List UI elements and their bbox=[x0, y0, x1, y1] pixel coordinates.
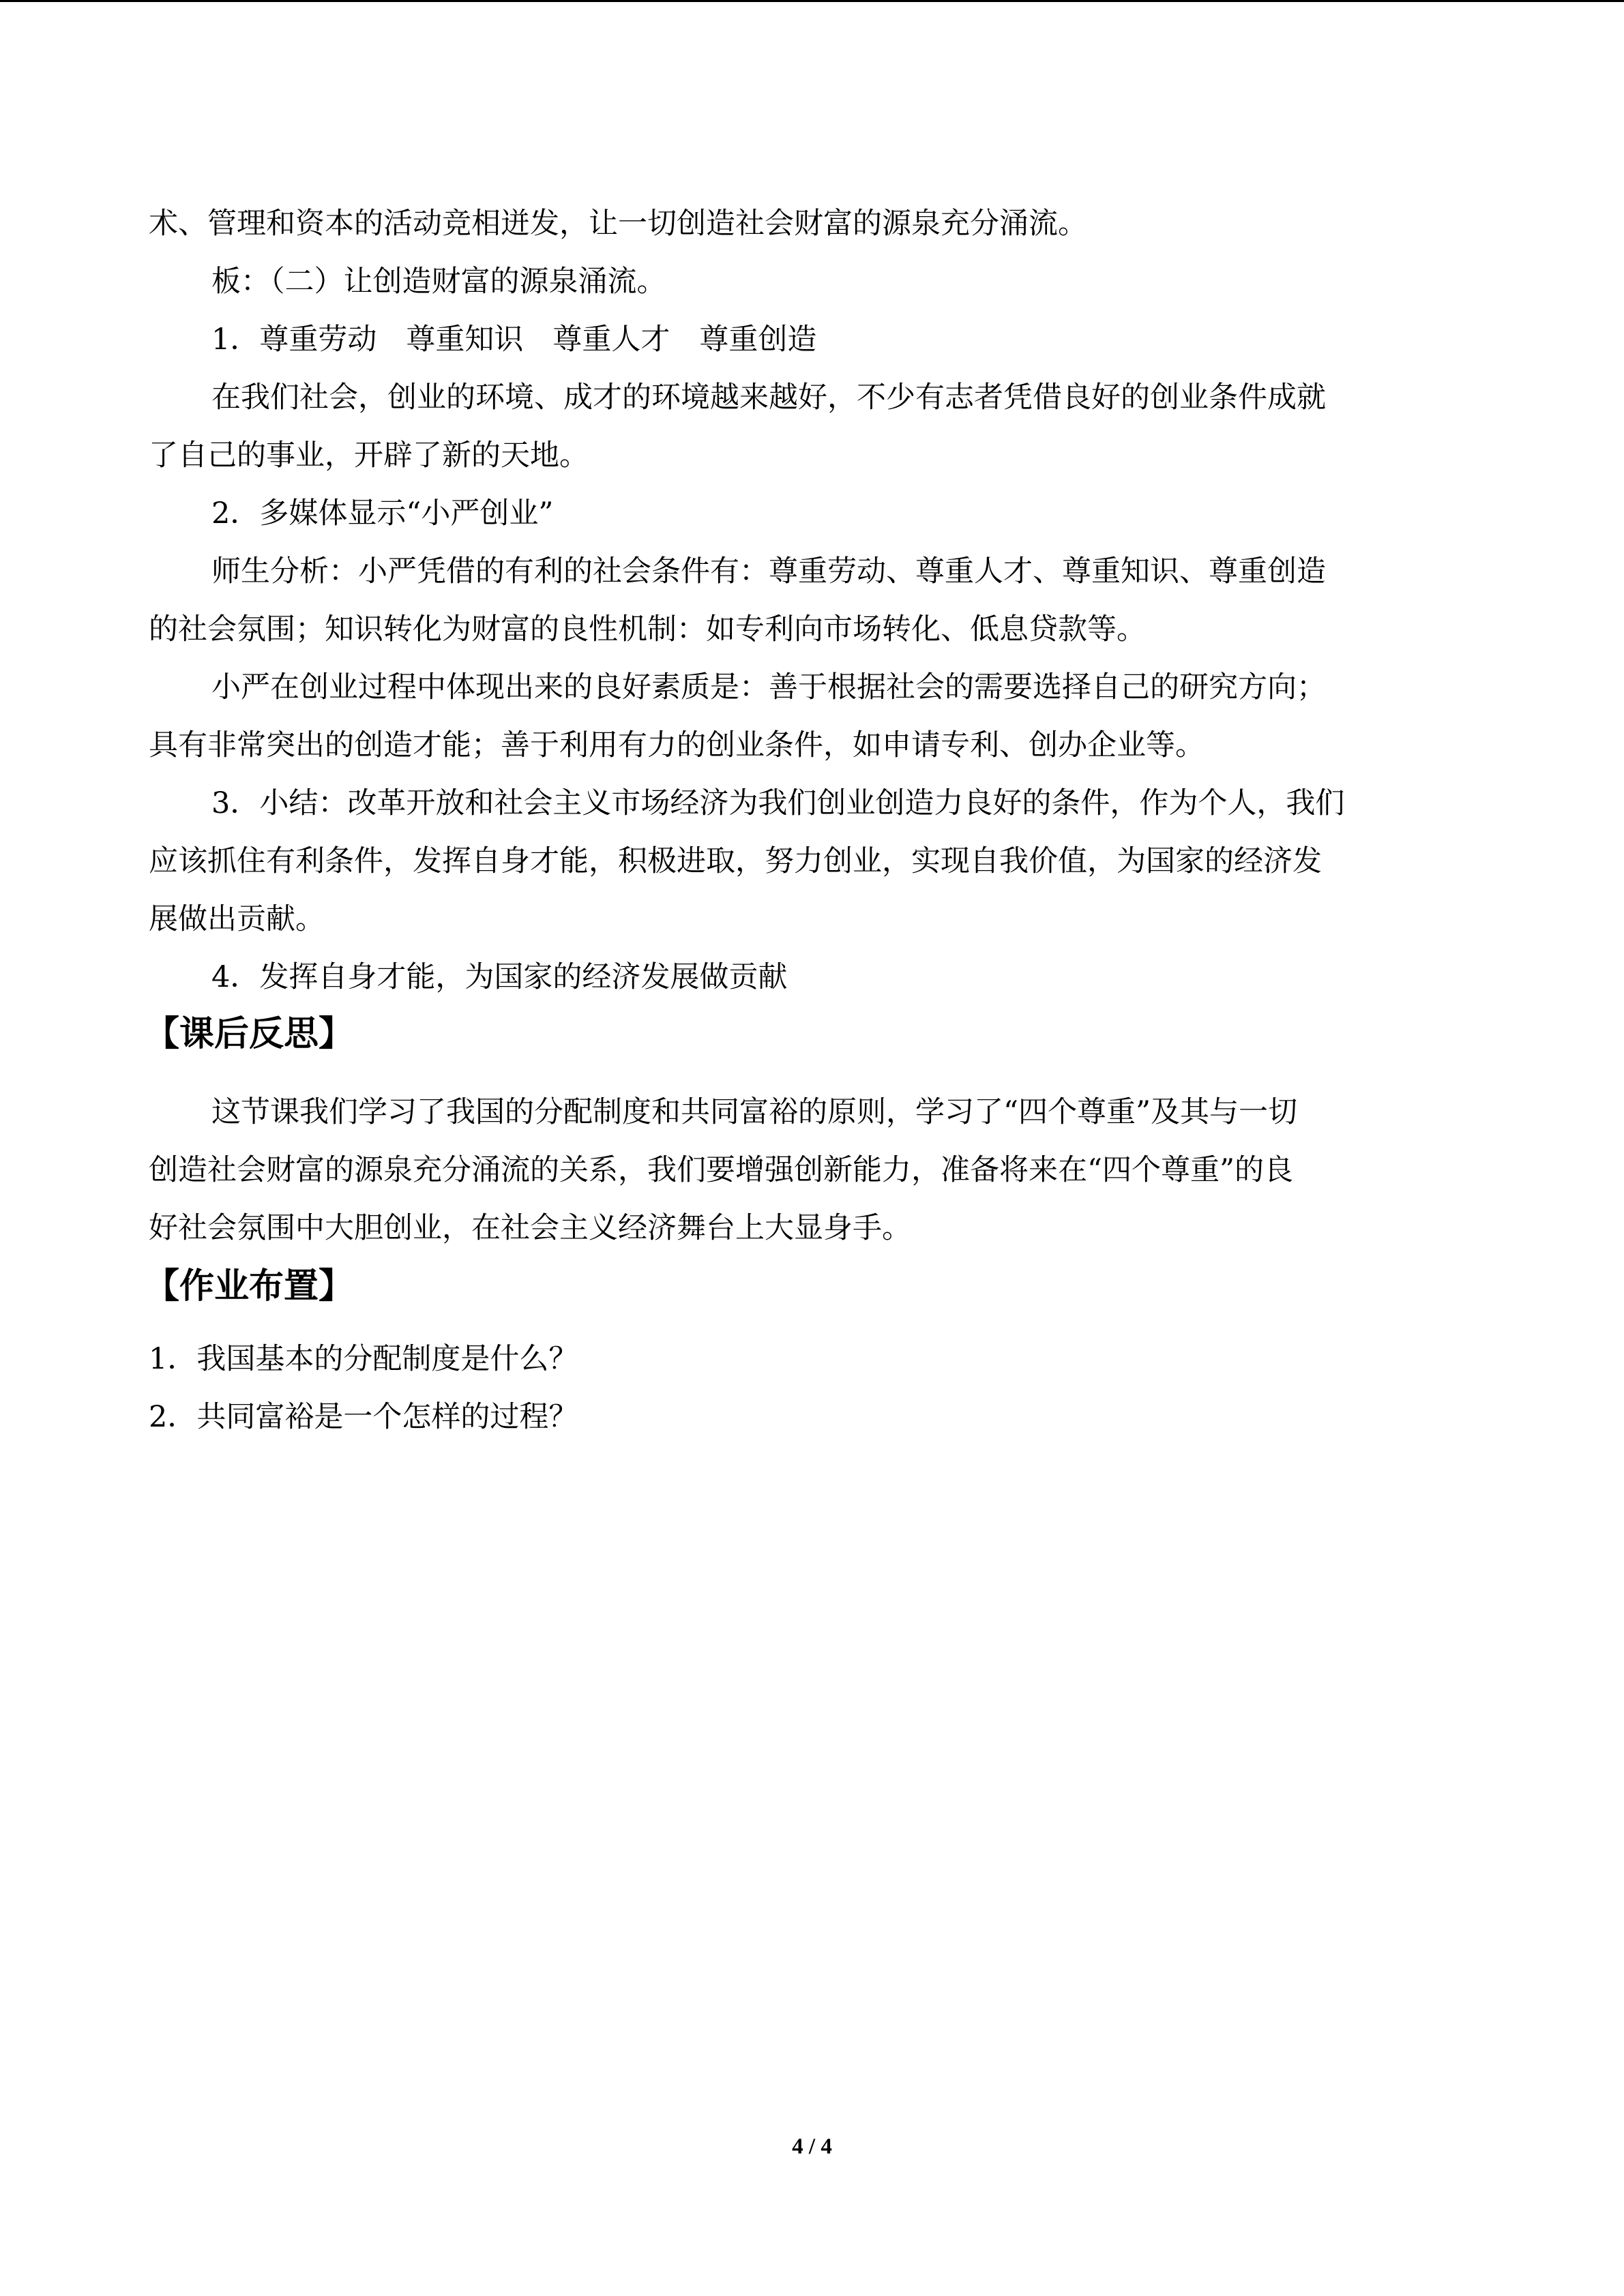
reflection-line-1: 这节课我们学习了我国的分配制度和共同富裕的原则，学习了“四个尊重”及其与一切 bbox=[211, 1095, 1297, 1129]
homework-question-2: 2．共同富裕是一个怎样的过程？ bbox=[149, 1400, 578, 1434]
homework-heading: 【作业布置】 bbox=[145, 1266, 354, 1307]
body-line-12: 应该抓住有利条件，发挥自身才能，积极进取，努力创业，实现自我价值，为国家的经济发 bbox=[149, 844, 1322, 878]
body-line-13: 展做出贡献。 bbox=[149, 902, 325, 936]
body-line-8: 的社会氛围；知识转化为财富的良性机制：如专利向市场转化、低息贷款等。 bbox=[149, 612, 1146, 646]
reflection-line-3: 好社会氛围中大胆创业，在社会主义经济舞台上大显身手。 bbox=[149, 1211, 911, 1245]
body-line-1: 术、管理和资本的活动竞相迸发，让一切创造社会财富的源泉充分涌流。 bbox=[149, 207, 1087, 241]
reflection-line-2: 创造社会财富的源泉充分涌流的关系，我们要增强创新能力，准备将来在“四个尊重”的良 bbox=[149, 1153, 1293, 1187]
list-item-1: 1．尊重劳动 尊重知识 尊重人才 尊重创造 bbox=[211, 323, 817, 357]
board-heading: 板：（二）让创造财富的源泉涌流。 bbox=[211, 265, 666, 299]
reflection-heading: 【课后反思】 bbox=[145, 1014, 354, 1054]
body-line-10: 具有非常突出的创造才能；善于利用有力的创业条件，如申请专利、创办企业等。 bbox=[149, 728, 1205, 762]
homework-question-1: 1．我国基本的分配制度是什么？ bbox=[149, 1342, 578, 1376]
list-item-2: 2．多媒体显示“小严创业” bbox=[211, 496, 554, 531]
page-number: 4 / 4 bbox=[792, 2134, 832, 2159]
body-line-4: 在我们社会，创业的环境、成才的环境越来越好，不少有志者凭借良好的创业条件成就 bbox=[211, 381, 1326, 415]
body-line-9: 小严在创业过程中体现出来的良好素质是：善于根据社会的需要选择自己的研究方向； bbox=[211, 670, 1326, 704]
list-item-4: 4．发挥自身才能，为国家的经济发展做贡献 bbox=[211, 960, 788, 994]
top-border-line bbox=[0, 0, 1624, 2]
body-line-7: 师生分析：小严凭借的有利的社会条件有：尊重劳动、尊重人才、尊重知识、尊重创造 bbox=[211, 554, 1326, 588]
body-line-5: 了自己的事业，开辟了新的天地。 bbox=[149, 438, 589, 473]
list-item-3: 3．小结：改革开放和社会主义市场经济为我们创业创造力良好的条件，作为个人，我们 bbox=[211, 786, 1345, 820]
